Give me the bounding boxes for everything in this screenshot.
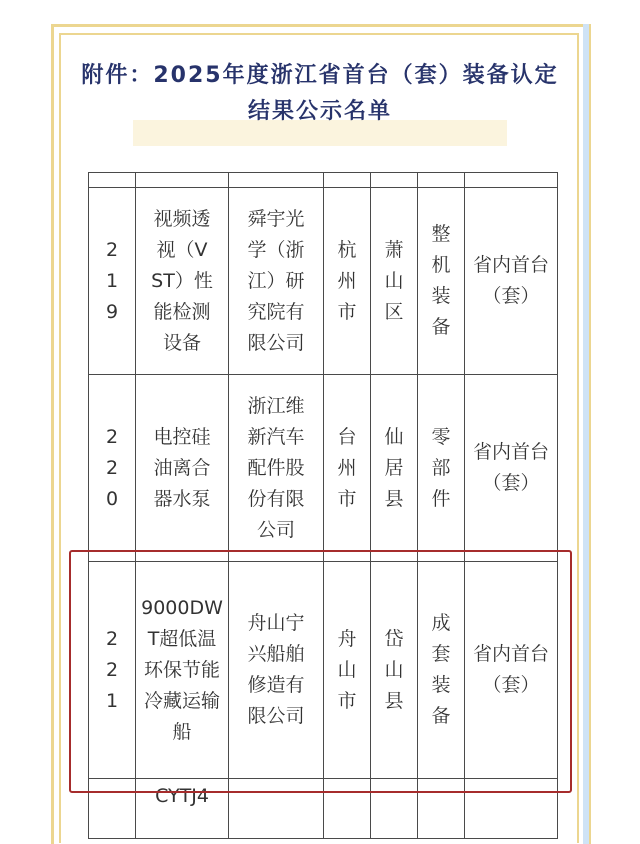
header-cell [418,173,465,188]
table-row [89,779,558,839]
equipment-type [418,779,465,839]
company-name: 浙江维新汽车配件股份有限公司 [229,375,324,562]
certification-level [465,779,558,839]
header-cell [371,173,418,188]
city: 杭州市 [324,188,371,375]
table-row [89,375,558,562]
district [371,779,418,839]
header-cell [229,173,324,188]
table-row [89,562,558,779]
equipment-name: 视频透视（VST）性能检测设备 [136,188,229,375]
district: 萧山区 [371,188,418,375]
table-header-row [89,173,558,188]
company-name: 舟山宁兴船舶修造有限公司 [229,562,324,779]
certification-level: 省内首台（套） [465,562,558,779]
company-name: 舜宇光学（浙江）研究院有限公司 [229,188,324,375]
certification-level: 省内首台（套） [465,188,558,375]
company-name [229,779,324,839]
page-margin-right [592,0,640,827]
equipment-type: 成套装备 [418,562,465,779]
certification-level: 省内首台（套） [465,375,558,562]
header-cell [324,173,371,188]
header-cell [89,173,136,188]
page-title: 附件：2025年度浙江省首台（套）装备认定结果公示名单 [81,63,559,124]
city: 舟山市 [324,562,371,779]
city [324,779,371,839]
district: 仙居县 [371,375,418,562]
row-number: 220 [89,375,136,562]
header-cell [465,173,558,188]
row-number: 219 [89,188,136,375]
equipment-name: CYTJ4 [136,779,229,839]
equipment-type: 整机装备 [418,188,465,375]
district: 岱山县 [371,562,418,779]
row-number [89,779,136,839]
equipment-type: 零部件 [418,375,465,562]
decorative-frame-edge [583,24,589,844]
table-row [89,188,558,375]
equipment-name: 电控硅油离合器水泵 [136,375,229,562]
equipment-name: 9000DWT超低温环保节能冷藏运输船 [136,562,229,779]
row-number: 221 [89,562,136,779]
results-table [88,172,558,839]
city: 台州市 [324,375,371,562]
header-cell [136,173,229,188]
page-margin-left [0,0,50,827]
